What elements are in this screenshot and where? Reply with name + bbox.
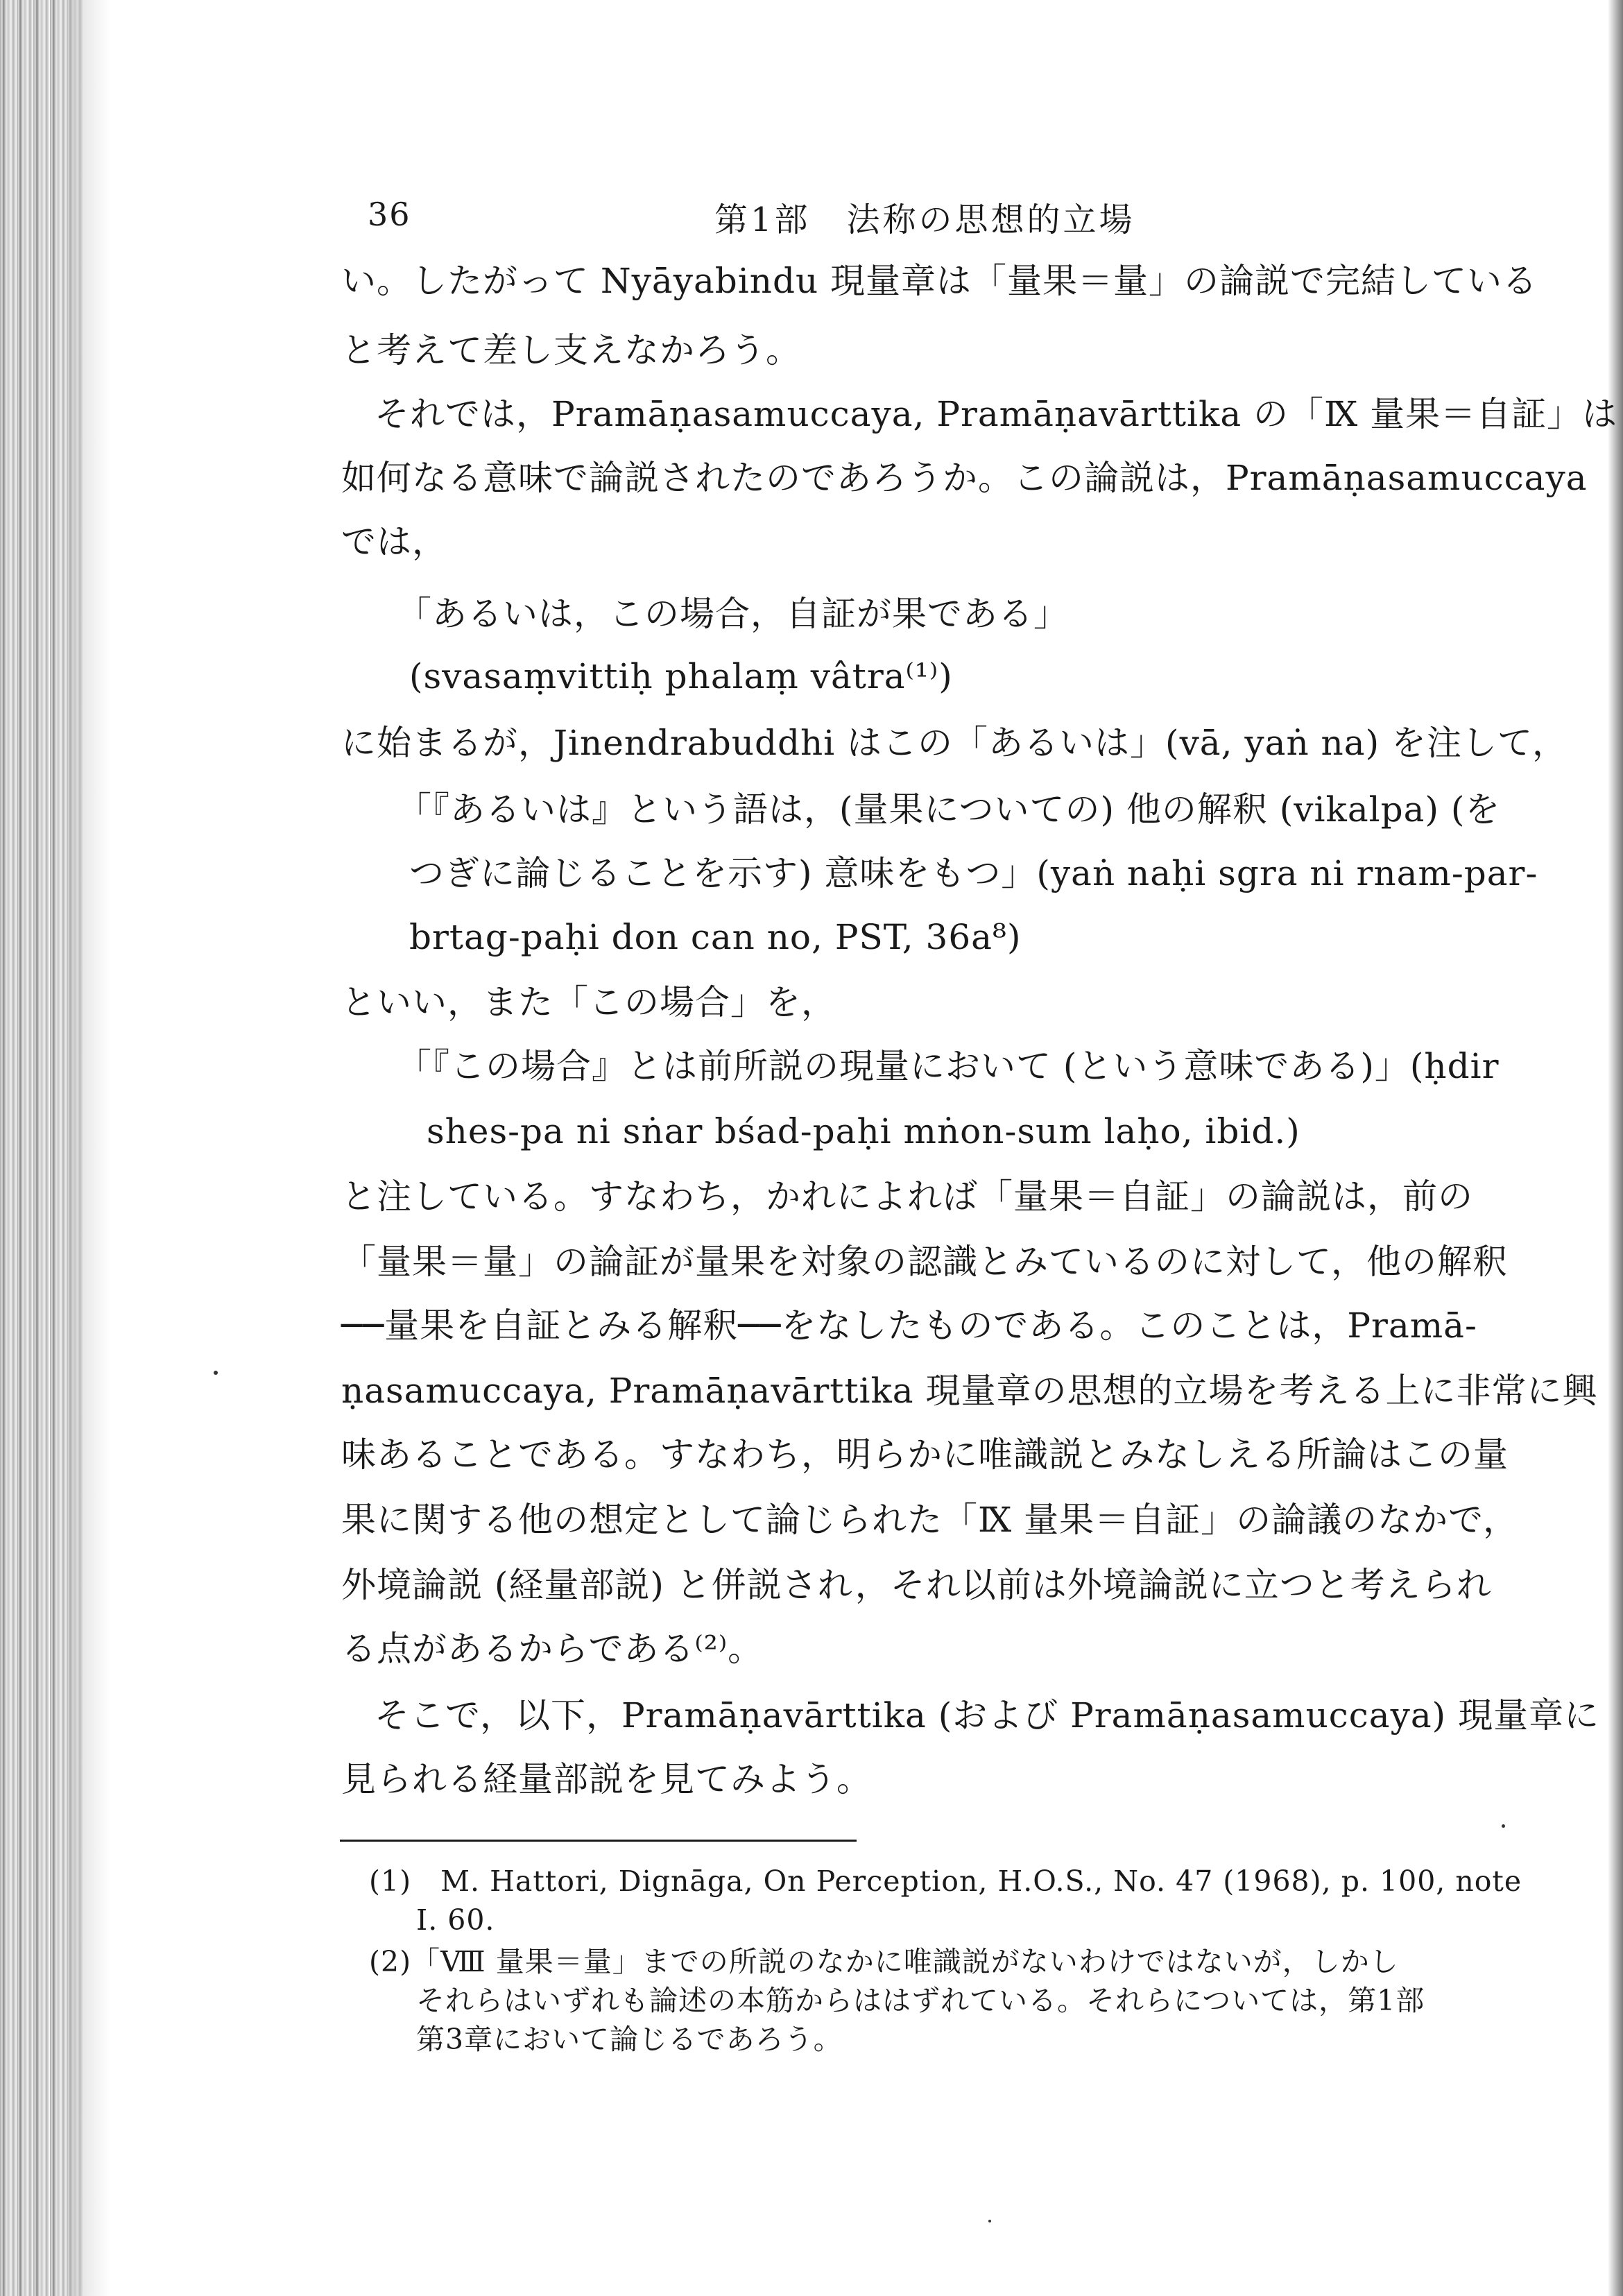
body-line: に始まるが，Jinendrabuddhi はこの「あるいは」(vā, yaṅ na) を注して， bbox=[341, 723, 1568, 763]
body-line: では， bbox=[341, 522, 447, 562]
footnote-continuation: 第3章において論じるであろう。 bbox=[416, 2023, 843, 2056]
quote-line: 「『あるいは』という語は，(量果についての) 他の解釈 (vikalpa) (を bbox=[397, 789, 1501, 830]
body-line: そこで，以下，Pramāṇavārttika (および Pramāṇasamuccaya) 現量章に bbox=[375, 1695, 1600, 1736]
binding-shadow bbox=[69, 0, 111, 2296]
body-line: と考えて差し支えなかろう。 bbox=[341, 330, 801, 370]
body-line: 如何なる意味で論説されたのであろうか。この論説は，Pramāṇasamuccaya bbox=[341, 458, 1588, 498]
quote-line: 「『この場合』とは前所説の現量において (という意味である)」(ḥdir bbox=[397, 1046, 1500, 1086]
body-line: 外境論説 (経量部説) と併説され，それ以前は外境論説に立つと考えられ bbox=[341, 1565, 1492, 1605]
footnote-rule bbox=[340, 1840, 857, 1842]
body-line: ṇasamuccaya, Pramāṇavārttika 現量章の思想的立場を考える上に非常に興 bbox=[341, 1371, 1598, 1411]
body-line: といい，また「この場合」を， bbox=[341, 982, 836, 1022]
footnote: (1) M. Hattori, Dignāga, On Perception, H.O.S., No. 47 (1968), p. 100, note bbox=[369, 1865, 1522, 1898]
page-header bbox=[368, 196, 1477, 244]
quote-line: 「あるいは，この場合，自証が果である」 bbox=[397, 594, 1069, 634]
scan-speck bbox=[214, 1371, 218, 1375]
body-line: い。したがって Nyāyabindu 現量章は「量果＝量」の論説で完結している bbox=[341, 261, 1538, 301]
body-line: 見られる経量部説を見てみよう。 bbox=[341, 1759, 872, 1799]
body-line: 「量果＝量」の論証が量果を対象の認識とみているのに対して，他の解釈 bbox=[341, 1242, 1508, 1282]
quote-line: (svasaṃvittiḥ phalaṃ vâtra⁽¹⁾) bbox=[409, 656, 953, 696]
scan-speck bbox=[1502, 1824, 1505, 1828]
body-line: と注している。すなわち，かれによれば「量果＝自証」の論説は，前の bbox=[341, 1176, 1473, 1217]
body-line: ──量果を自証とみる解釈──をなしたものである。このことは，Pramā- bbox=[341, 1305, 1477, 1346]
quote-line: brtag-paḥi don can no, PST, 36a⁸) bbox=[409, 917, 1022, 957]
body-line: る点があるからである⁽²⁾。 bbox=[341, 1629, 764, 1669]
footnote-continuation: I. 60. bbox=[416, 1903, 495, 1937]
body-line: 果に関する他の想定として論じられた「Ⅸ 量果＝自証」の論議のなかで， bbox=[341, 1500, 1519, 1540]
body-line: それでは，Pramāṇasamuccaya, Pramāṇavārttika の「Ⅸ 量果＝自証」は bbox=[375, 394, 1618, 434]
footnote: (2)「Ⅷ 量果＝量」までの所説のなかに唯識説がないわけではないが，しかし bbox=[369, 1945, 1399, 1978]
quote-line: shes-pa ni sṅar bśad-paḥi mṅon-sum laḥo, ibid.) bbox=[427, 1111, 1300, 1151]
quote-line: つぎに論じることを示す) 意味をもつ」(yaṅ naḥi sgra ni rnam-par- bbox=[409, 853, 1538, 893]
running-title: 第1部 法称の思想的立場 bbox=[714, 200, 1135, 239]
footnote-continuation: それらはいずれも論述の本筋からははずれている。それらについては，第1部 bbox=[416, 1984, 1425, 2017]
scan-speck bbox=[988, 2220, 991, 2222]
body-line: 味あることである。すなわち，明らかに唯識説とみなしえる所論はこの量 bbox=[341, 1434, 1509, 1475]
page-number: 36 bbox=[368, 196, 411, 233]
page-edge-shadow bbox=[1608, 0, 1623, 2296]
